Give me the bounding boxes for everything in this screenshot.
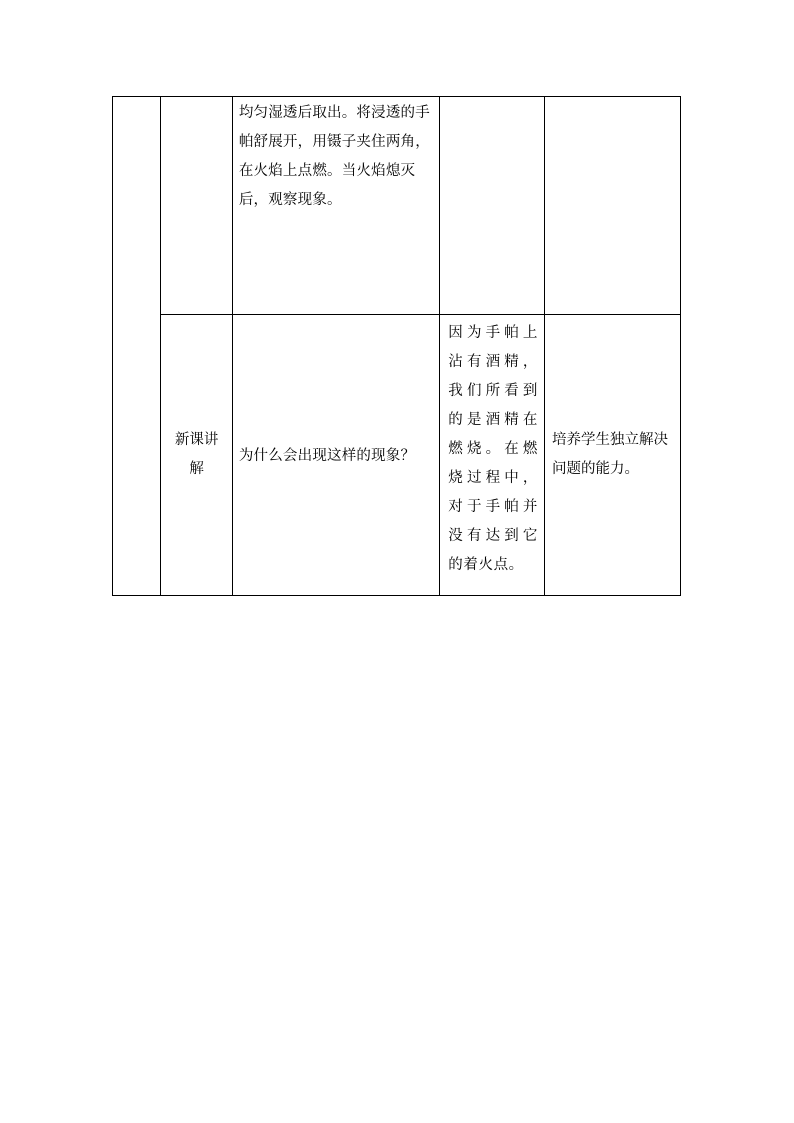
lesson-plan-table — [112, 96, 681, 596]
procedure-cell — [232, 97, 439, 315]
answer-text: 因为手帕上沾有酒精，我们所看到的是酒精在燃烧。在燃烧过程中，对于手帕并没有达到它的着火点。 — [448, 325, 539, 573]
empty-cell — [161, 97, 233, 315]
empty-cell — [440, 97, 545, 315]
table-row — [113, 315, 681, 596]
table-row — [113, 97, 681, 315]
stage-cell — [161, 315, 233, 596]
answer-cell — [440, 315, 545, 596]
question-text: 为什么会出现这样的现象？ — [238, 447, 416, 464]
empty-cell — [545, 97, 681, 315]
merged-empty-cell — [113, 97, 161, 596]
question-cell — [232, 315, 439, 596]
goal-cell — [545, 315, 681, 596]
goal-text: 培养学生独立解决问题的能力。 — [552, 432, 669, 477]
stage-text: 新课讲解 — [174, 432, 219, 477]
procedure-text: 均匀湿透后取出。将浸透的手帕舒展开，用镊子夹住两角，在火焰上点燃。当火焰熄灭后，观察现象。 — [238, 105, 430, 208]
